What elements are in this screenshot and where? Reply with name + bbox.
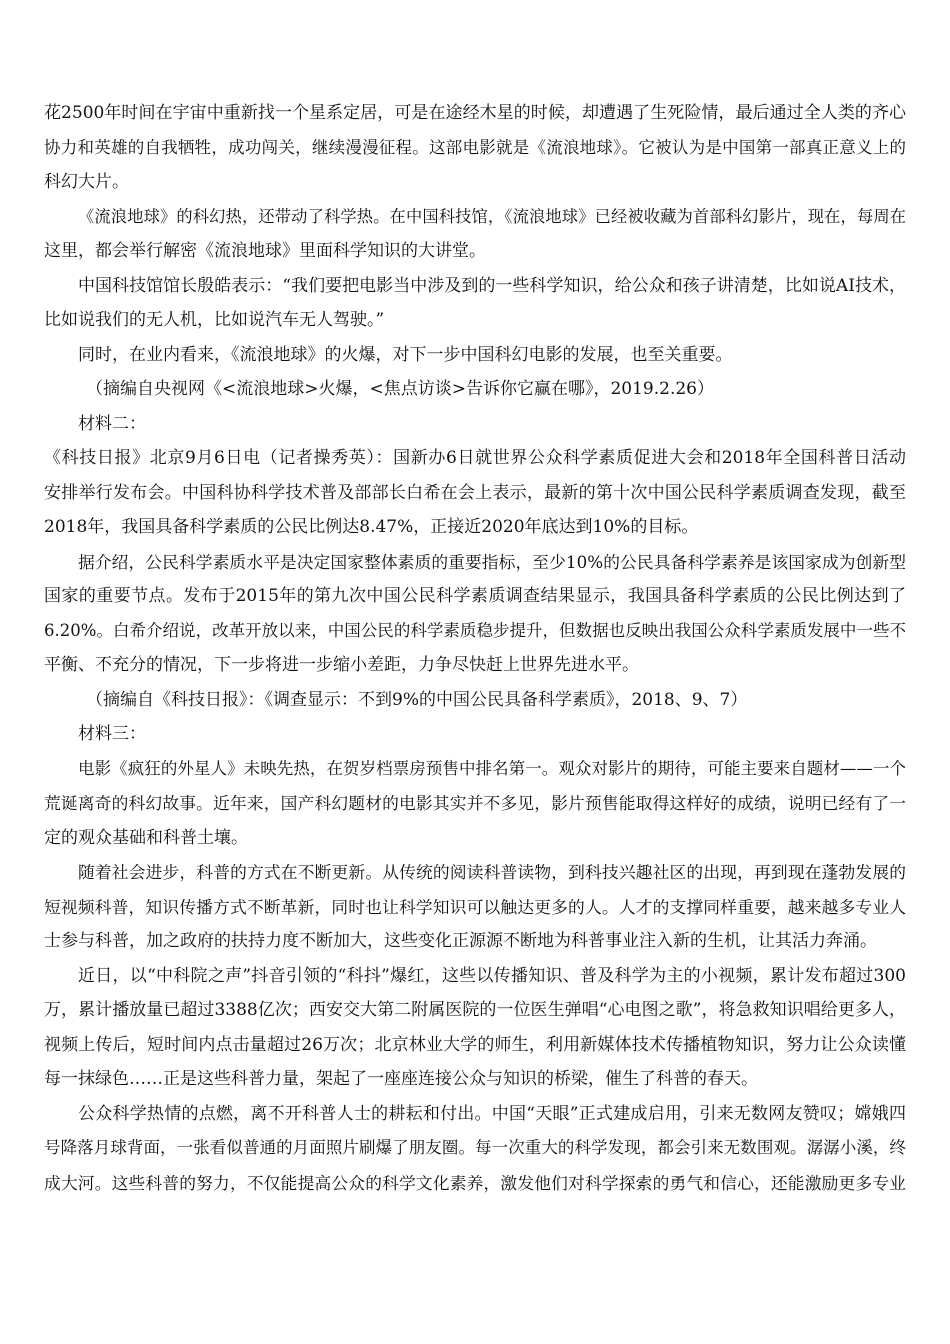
paragraph bbox=[44, 959, 906, 1097]
text-line: 随着社会进步，科普的方式在不断更新。从传统的阅读科普读物，到科技兴趣社区的出现，再到现在蓬勃发展的 bbox=[78, 862, 906, 882]
text-line: 安排举行发布会。中国科协科学技术普及部部长白希在会上表示，最新的第十次中国公民科学素质调查发现，截至 bbox=[44, 482, 906, 503]
text-line: 科幻大片。 bbox=[44, 172, 129, 192]
text-line: 每一抹绿色……正是这些科普力量，架起了一座座连接公众与知识的桥梁，催生了科普的春天。 bbox=[44, 1069, 758, 1089]
text-line: 士参与科普，加之政府的扶持力度不断加大，这些变化正源源不断地为科普事业注入新的生机，让其活力奔涌。 bbox=[44, 931, 877, 951]
paragraph bbox=[44, 96, 906, 200]
text-line: 2018年，我国具备科学素质的公民比例达8.47%，正接近2020年底达到10%的目标。 bbox=[44, 517, 699, 537]
text-line: 国家的重要节点。发布于2015年的第九次中国公民科学素质调查结果显示，我国具备科学素质的公民比例达到了 bbox=[44, 586, 906, 606]
text-line: 花2500年时间在宇宙中重新找一个星系定居，可是在途经木星的时候，却遭遇了生死险情，最后通过全人类的齐心 bbox=[44, 103, 906, 123]
text-line: 成大河。这些科普的努力，不仅能提高公众的科学文化素养，激发他们对科学探索的勇气和信心，还能激励更多专业 bbox=[44, 1172, 906, 1193]
paragraph bbox=[44, 1097, 906, 1201]
source-citation: （摘编自央视网《<流浪地球>火爆，<焦点访谈>告诉你它赢在哪》，2019.2.26） bbox=[86, 379, 714, 399]
text-line: 《科技日报》北京9月6日电（记者操秀英）：国新办6日就世界公众科学素质促进大会和2018年全国科普日活动 bbox=[44, 448, 906, 468]
text-line: 中国科技馆馆长殷皓表示：“我们要把电影当中涉及到的一些科学知识，给公众和孩子讲清楚，比如说AI技术， bbox=[78, 275, 906, 296]
text-line: 电影《疯狂的外星人》未映先热，在贺岁档票房预售中排名第一。观众对影片的期待，可能主要来自题材——一个 bbox=[78, 758, 906, 778]
text-line: 比如说我们的无人机，比如说汽车无人驾驶。” bbox=[44, 310, 385, 330]
text-line: 短视频科普，知识传播方式不断革新，同时也让科学知识可以触达更多的人。人才的支撑同样重要，越来越多专业人 bbox=[44, 896, 906, 917]
source-citation: （摘编自《科技日报》：《调查显示：不到9%的中国公民具备科学素质》，2018、9、7） bbox=[86, 689, 748, 710]
paragraph bbox=[44, 200, 906, 269]
text-line: 据介绍，公民科学素质水平是决定国家整体素质的重要指标，至少10%的公民具备科学素养是该国家成为创新型 bbox=[78, 551, 906, 572]
text-line: 6.20%。白希介绍说，改革开放以来，中国公民的科学素质稳步提升，但数据也反映出我国公众科学素质发展中一些不 bbox=[44, 620, 906, 640]
paragraph bbox=[44, 545, 906, 683]
paragraph bbox=[44, 269, 906, 338]
text-line: 定的观众基础和科普土壤。 bbox=[44, 827, 248, 848]
text-line: 视频上传后，短时间内点击量超过26万次；北京林业大学的师生，利用新媒体技术传播植物知识，努力让公众读懂 bbox=[44, 1034, 906, 1055]
text-line: 万，累计播放量已超过3388亿次；西安交大第二附属医院的一位医生弹唱“心电图之歌”，将急救知识唱给更多人， bbox=[44, 1000, 906, 1020]
text-line: 近日，以“中科院之声”抖音引领的“科抖”爆红，这些以传播知识、普及科学为主的小视频，累计发布超过300 bbox=[78, 965, 906, 986]
paragraph bbox=[44, 855, 906, 959]
text-line: 公众科学热情的点燃，离不开科普人士的耕耘和付出。中国“天眼”正式建成启用，引来无数网友赞叹；嫦娥四 bbox=[78, 1103, 906, 1124]
paragraph bbox=[44, 338, 906, 373]
paragraph bbox=[44, 752, 906, 856]
paragraph bbox=[44, 441, 906, 545]
text-line: 协力和英雄的自我牺牲，成功闯关，继续漫漫征程。这部电影就是《流浪地球》。它被认为是中国第一部真正意义上的 bbox=[44, 137, 906, 157]
text-line: 荒诞离奇的科幻故事。近年来，国产科幻题材的电影其实并不多见，影片预售能取得这样好的成绩，说明已经有了一 bbox=[44, 793, 906, 813]
text-line: 同时，在业内看来，《流浪地球》的火爆，对下一步中国科幻电影的发展，也至关重要。 bbox=[78, 344, 733, 365]
section-label: 材料二： bbox=[78, 413, 146, 434]
text-line: 号降落月球背面，一张看似普通的月面照片刷爆了朋友圈。每一次重大的科学发现，都会引来无数围观。潺潺小溪，终 bbox=[44, 1138, 906, 1157]
text-line: 《流浪地球》的科幻热，还带动了科学热。在中国科技馆，《流浪地球》已经被收藏为首部科幻影片，现在，每周在 bbox=[78, 206, 906, 226]
section-label: 材料三： bbox=[78, 724, 146, 744]
text-line: 这里，都会举行解密《流浪地球》里面科学知识的大讲堂。 bbox=[44, 241, 486, 261]
text-line: 平衡、不充分的情况，下一步将进一步缩小差距，力争尽快赶上世界先进水平。 bbox=[44, 655, 639, 675]
document-page bbox=[44, 96, 906, 1200]
